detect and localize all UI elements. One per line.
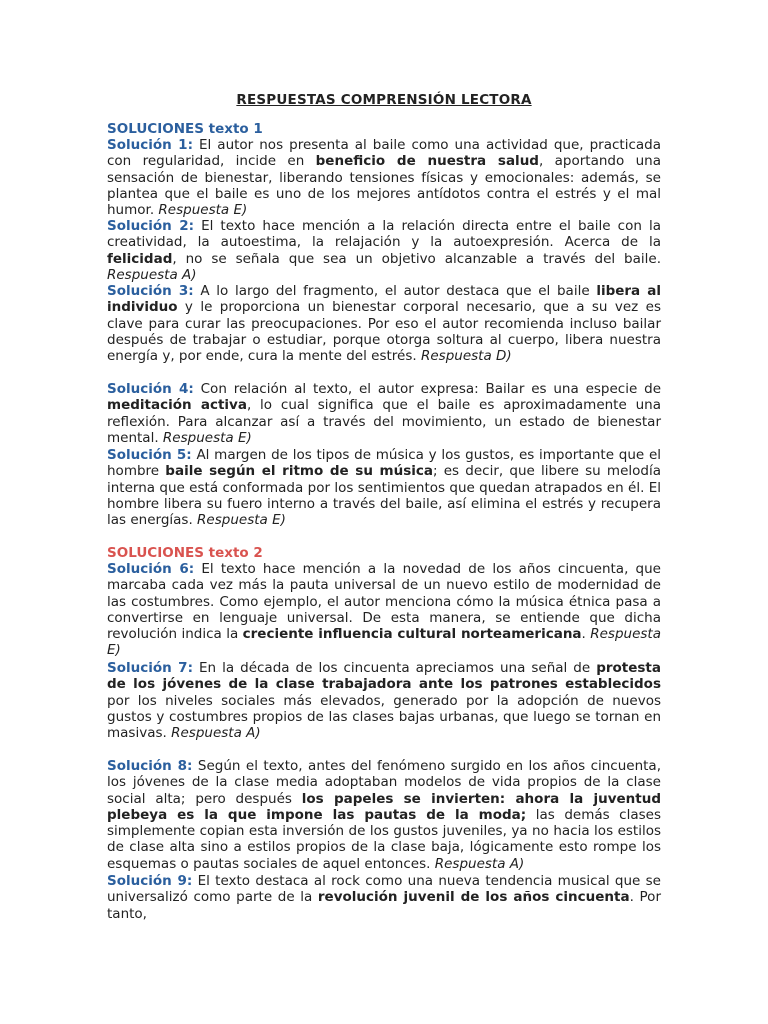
body-text: , aportando una sensación de bienestar, liberando tensiones físicas y emocionales: además, se plantea que el baile es uno de los mejores antídotos contra el estrés y el mal humor. (107, 153, 661, 219)
body-text: y le proporciona un bienestar corporal necesario, que a su vez es clave para curar las preocupaciones. Por eso el autor recomienda incluso bailar después de trabajar o estudiar, porque otorga soltura al cuerpo, libera nuestra energía y, por ende, cura la mente del estrés. (107, 299, 661, 365)
answer-text: Respuesta D) (420, 348, 512, 365)
solution-text (107, 758, 661, 872)
body-text: Según el texto, antes del fenómeno surgido en los años cincuenta, los jóvenes de la clase media adoptaban modelos de vida propios de la clase social alta; pero después (107, 758, 661, 807)
body-text: Al margen de los tipos de música y los gustos, es importante que el hombre (107, 447, 662, 480)
body-text: , no se señala que sea un objetivo alcanzable a través del baile. (172, 250, 661, 267)
section-heading-texto-2: SOLUCIONES texto 2 (107, 545, 263, 561)
answer-text: Respuesta A) (434, 855, 525, 872)
solution-1 (107, 137, 661, 218)
answer-text: Respuesta E) (197, 512, 286, 529)
solution-label: Solución 7: (107, 660, 193, 676)
body-text: A lo largo del fragmento, el autor destaca que el baile (193, 283, 597, 299)
solution-label: Solución 6: (107, 561, 195, 577)
solution-9 (107, 873, 661, 922)
solution-label: Solución 2: (107, 218, 195, 234)
body-text: . (581, 626, 591, 643)
emphasis-text: protesta de los jóvenes de la clase trabajadora ante los patrones establecidos (107, 660, 661, 693)
emphasis-text: los papeles se invierten: ahora la juventud plebeya es la que impone las pautas de la moda; (107, 790, 661, 823)
solution-5 (107, 447, 661, 528)
emphasis-text: beneficio de nuestra salud (315, 153, 539, 170)
emphasis-text: felicidad (107, 250, 173, 267)
body-text: las demás clases simplemente copian esta inversión de los gustos juveniles, ya no hacia los estilos de clase alta sino a estilos propios de la clase baja, lógicamente esto rompe los esquemas o pautas sociales de aquel entonces. (107, 806, 661, 872)
emphasis-text: meditación activa (107, 397, 247, 414)
body-text: Con relación al texto, el autor expresa: Bailar es una especie de (193, 381, 661, 397)
emphasis-text: revolución juvenil de los años cincuenta (317, 889, 630, 906)
solution-label: Solución 9: (107, 873, 193, 889)
solution-3 (107, 283, 661, 364)
body-text: El texto destaca al rock como una nueva tendencia musical que se universalizó como parte de la (107, 873, 661, 906)
body-text: El texto hace mención a la novedad de los años cincuenta, que marcaba cada vez más la pauta universal de un nuevo estilo de modernidad de las costumbres. Como ejemplo, el autor menciona cómo la música étnica pasa a convertirse en lenguaje universal. De esta manera, se entiende que dicha revolución indica la (107, 561, 661, 643)
body-text: En la década de los cincuenta apreciamos una señal de (192, 660, 597, 676)
page-title: RESPUESTAS COMPRENSIÓN LECTORA (236, 92, 532, 108)
body-text: ; es decir, que libere su melodía interna que está conformada por los sentimientos que quedan atrapados en él. El hombre libera su fuero interno a través del baile, así elimina el estrés y recupera las energías. (107, 463, 661, 529)
solution-4 (107, 381, 661, 446)
body-text: El texto hace mención a la relación directa entre el baile con la creatividad, la autoestima, la relajación y la autoexpresión. Acerca de la (107, 218, 661, 251)
answer-text: Respuesta E) (107, 626, 661, 659)
body-text: El autor nos presenta al baile como una actividad que, practicada con regularidad, incide en (107, 137, 662, 170)
solution-label: Solución 1: (107, 137, 193, 153)
solution-7 (107, 660, 661, 741)
emphasis-text: creciente influencia cultural norteamericana (242, 626, 582, 643)
body-text: , lo cual significa que el baile es aproximadamente una reflexión. Para alcanzar así a través del movimiento, un estado de bienestar mental. (107, 397, 661, 446)
body-text: . Por tanto, (107, 889, 661, 922)
body-text: por los niveles sociales más elevados, generado por la adopción de nuevos gustos y costumbres propios de las clases bajas urbanas, que luego se tornan en masivas. (107, 692, 661, 742)
emphasis-text: baile según el ritmo de su música (165, 463, 433, 480)
solution-label: Solución 5: (107, 447, 192, 463)
emphasis-text: libera al individuo (107, 283, 662, 316)
solution-6 (107, 561, 661, 659)
solution-2 (107, 218, 661, 283)
solution-label: Solución 4: (107, 381, 194, 397)
solution-8 (107, 758, 661, 872)
solution-label: Solución 8: (107, 758, 193, 774)
answer-text: Respuesta E) (158, 202, 248, 219)
section-heading-texto-1: SOLUCIONES texto 1 (107, 121, 263, 137)
answer-text: Respuesta A) (171, 725, 261, 742)
answer-text: Respuesta E) (162, 429, 252, 446)
solution-label: Solución 3: (107, 283, 194, 299)
answer-text: Respuesta A) (107, 266, 197, 283)
